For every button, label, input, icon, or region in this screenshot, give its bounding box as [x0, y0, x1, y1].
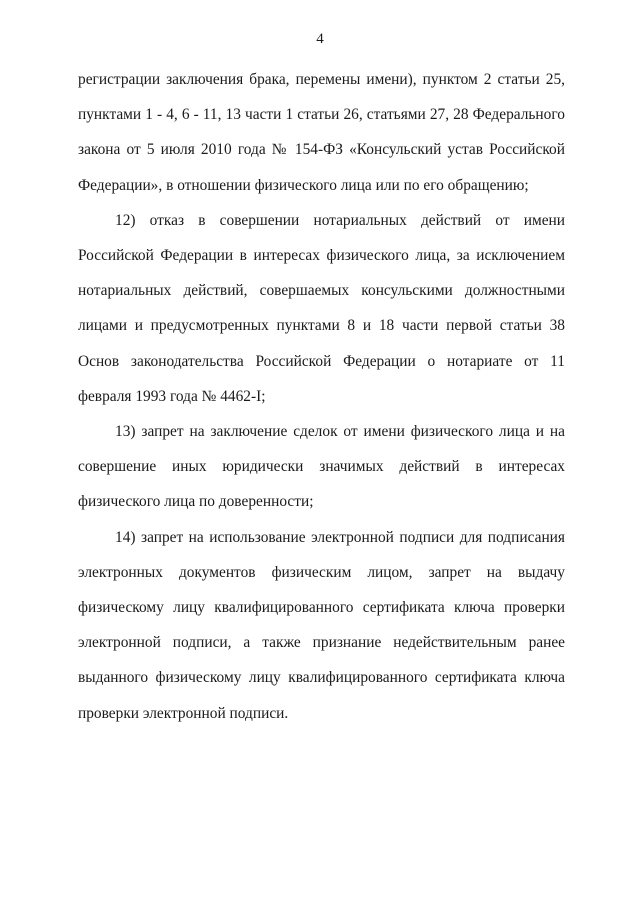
paragraph-continuation: регистрации заключения брака, перемены имени), пунктом 2 статьи 25, пунктами 1 - 4, 6 - 11, 13 части 1 статьи 26, статьями 27, 28 Федерального закона от 5 июля 2010 года № 154-ФЗ «Консульский устав Российской Федерации», в отношении физического лица или по его обращению;	[78, 71, 565, 194]
paragraph-item-12: 12) отказ в совершении нотариальных действий от имени Российской Федерации в интересах физического лица, за исключением нотариальных действий, совершаемых консульскими должностными лицами и предусмотренных пунктами 8 и 18 части первой статьи 38 Основ законодательства Российской Федерации о нотариате от 11 февраля 1993 года № 4462-I;	[78, 211, 565, 405]
paragraph-item-14: 14) запрет на использование электронной подписи для подписания электронных документов физическим лицом, запрет на выдачу физическому лицу квалифицированного сертификата ключа проверки электронной подписи, а также признание недействительным ранее выданного физическому лицу квалифицированного сертификата ключа проверки электронной подписи.	[78, 528, 565, 722]
document-body	[78, 62, 565, 731]
page-number: 4	[316, 31, 324, 47]
paragraph-item-13: 13) запрет на заключение сделок от имени физического лица и на совершение иных юридически значимых действий в интересах физического лица по доверенности;	[78, 423, 565, 511]
